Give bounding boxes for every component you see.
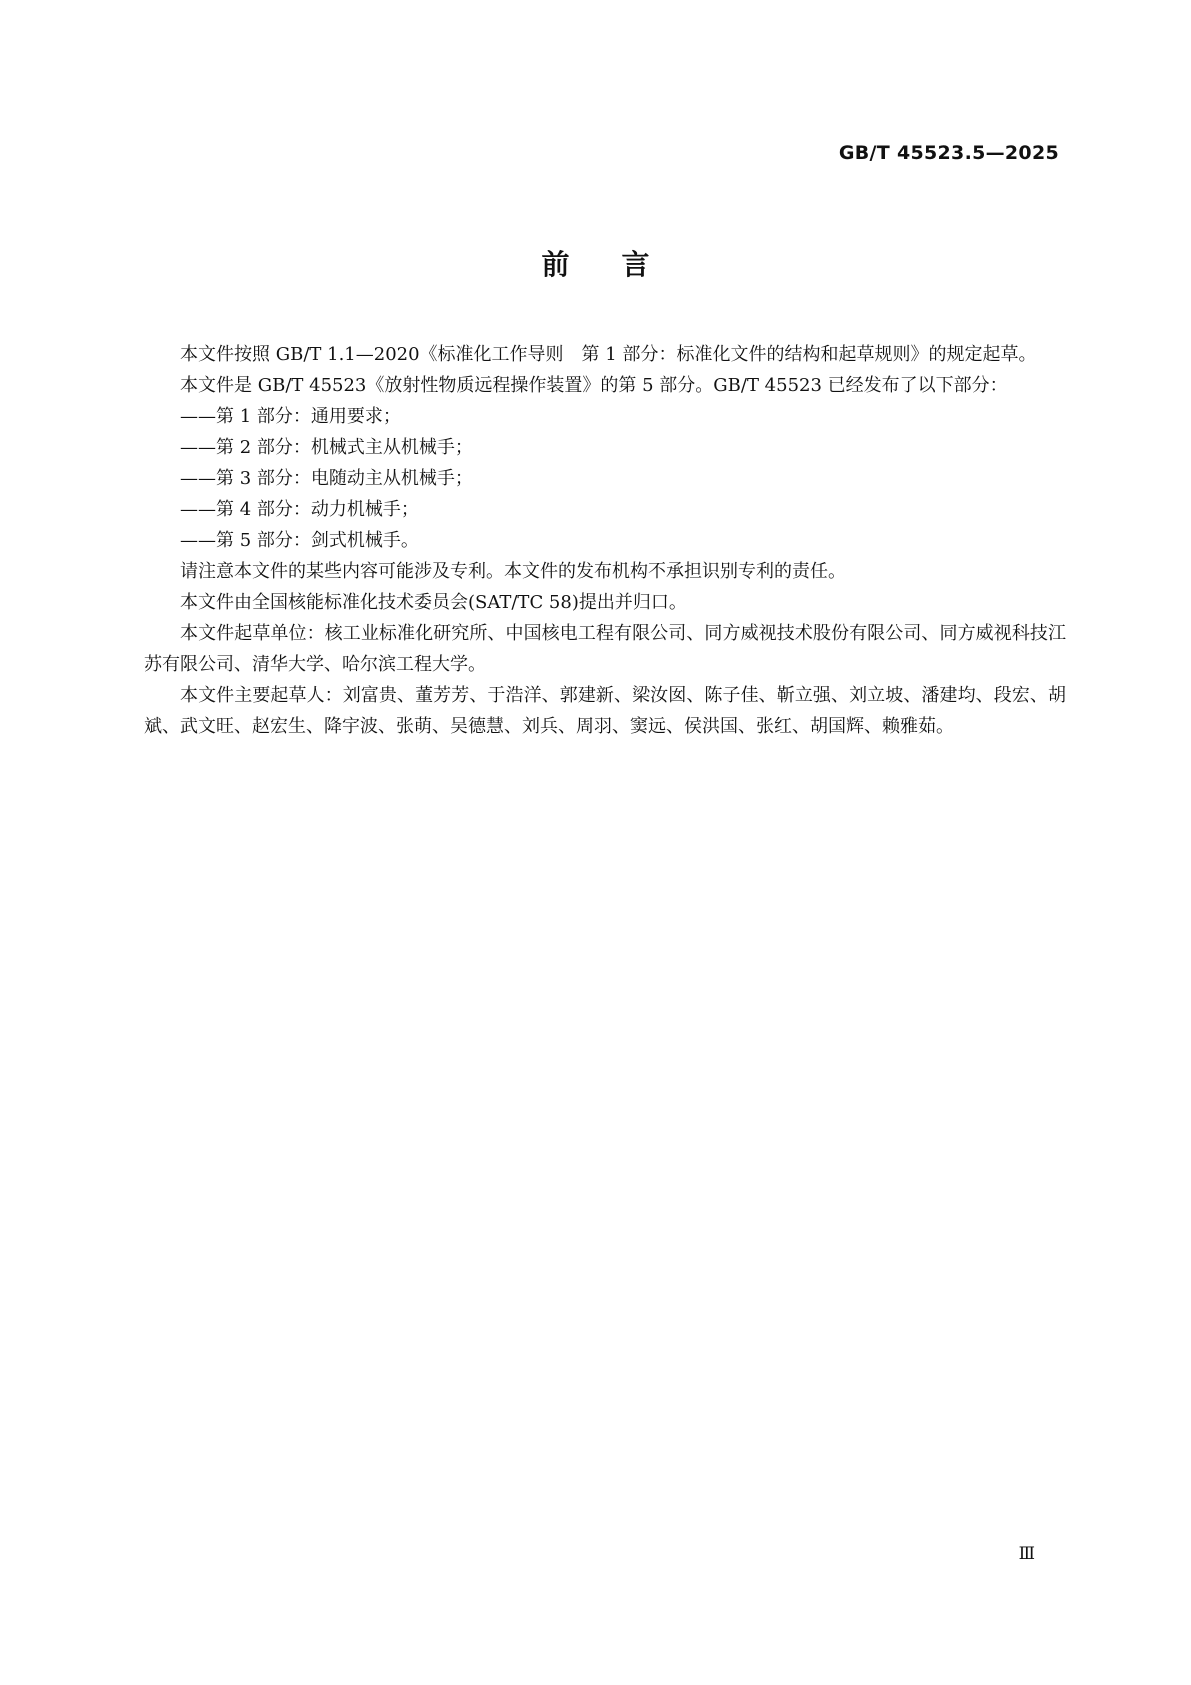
list-item: ——第 1 部分：通用要求； [180,406,401,427]
list-item: ——第 2 部分：机械式主从机械手； [180,437,473,458]
paragraph-patent-notice: 请注意本文件的某些内容可能涉及专利。本文件的发布机构不承担识别专利的责任。 [180,561,846,582]
paragraph-drafting-rules: 本文件按照 GB/T 1.1—2020《标准化工作导则 第 1 部分：标准化文件的结构和起草规则》的规定起草。 [180,344,1037,365]
list-item: ——第 4 部分：动力机械手； [180,499,419,520]
paragraph-drafters: 本文件主要起草人：刘富贵、董芳芳、于浩洋、郭建新、梁汝囡、陈子佳、靳立强、刘立坡、潘建均、段宏、胡斌、武文旺、赵宏生、降宇波、张萌、吴德慧、刘兵、周羽、窦远、侯洪国、张红、胡国辉、赖雅茹。 [144,685,1066,737]
page-title: 前言 [541,248,702,281]
paragraph-proposer: 本文件由全国核能标准化技术委员会(SAT/TC 58)提出并归口。 [180,592,687,613]
list-item: ——第 5 部分：剑式机械手。 [180,530,419,551]
paragraph-drafting-units: 本文件起草单位：核工业标准化研究所、中国核电工程有限公司、同方威视技术股份有限公司、同方威视科技江苏有限公司、清华大学、哈尔滨工程大学。 [144,623,1066,675]
page-number: Ⅲ [1018,1544,1035,1564]
foreword-body [144,339,1066,742]
list-item: ——第 3 部分：电随动主从机械手； [180,468,473,489]
parts-list [144,401,1066,556]
standard-number: GB/T 45523.5—2025 [838,142,1059,164]
paragraph-series-info: 本文件是 GB/T 45523《放射性物质远程操作装置》的第 5 部分。GB/T 45523 已经发布了以下部分： [180,375,1008,396]
